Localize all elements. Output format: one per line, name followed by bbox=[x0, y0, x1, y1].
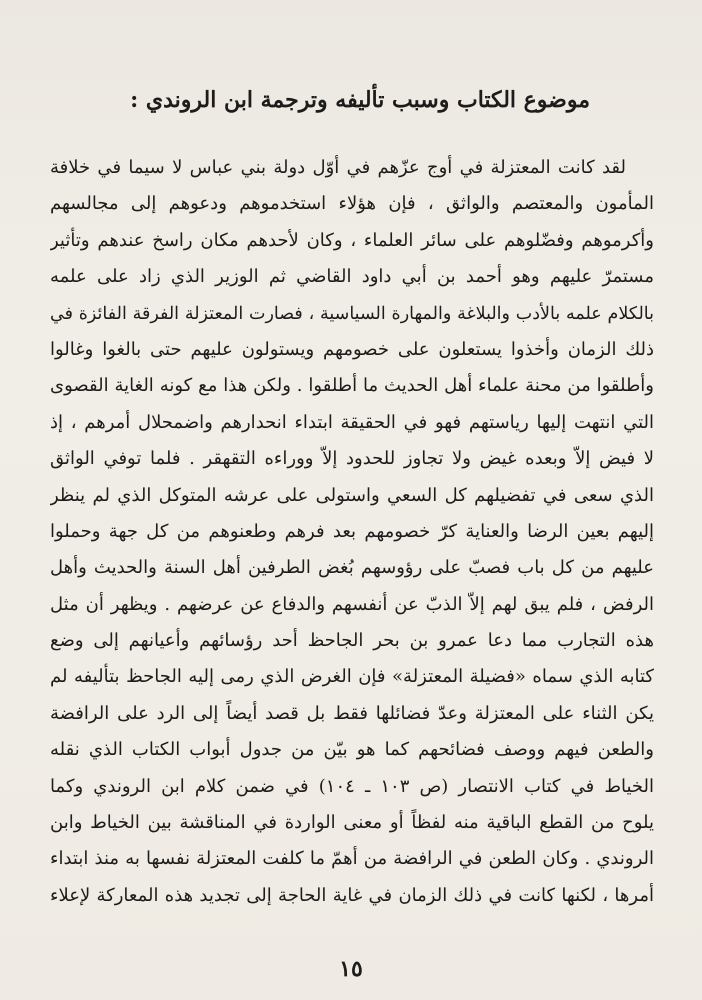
text-line: المأمون والمعتصم والواثق ، فإن هؤلاء استخدموهم ودعوهم إلى مجالسهم bbox=[50, 193, 654, 215]
text-line: لقد كانت المعتزلة في أوج عزّهم في أوّل دولة بني عباس لا سيما في خلافة bbox=[50, 157, 626, 178]
text-line: ذلك الزمان وأخذوا يستعلون على خصومهم ويستولون عليهم حتى بالغوا وغالوا bbox=[50, 338, 654, 360]
text-line: وأكرموهم وفضّلوهم على سائر العلماء ، وكان لأحدهم مكان راسخ عندهم وتأثير bbox=[50, 229, 654, 251]
text-line: كتابه الذي سماه «فضيلة المعتزلة» فإن الغرض الذي رمى إليه الجاحظ بتأليفه لم bbox=[50, 666, 654, 688]
text-line: عليهم من كل باب فصبّ على رؤوسهم بُغض الطرفين أهل السنة والحديث وأهل bbox=[50, 557, 654, 579]
text-line: يكن الثناء على المعتزلة وعدّ فضائلها فقط بل قصد أيضاً إلى الرد على الرافضة bbox=[50, 702, 654, 724]
text-line: لا فيض إلاّ وبعده غيض ولا تجاوز للحدود إلاّ ووراءه التقهقر . فلما توفي الواثق bbox=[50, 448, 654, 470]
text-line: التي انتهت إليها رياستهم فهو في الحقيقة ابتداء انحدارهم واضمحلال أمرهم ، إذ bbox=[50, 411, 654, 433]
text-line: أمرها ، لكنها كانت في ذلك الزمان في غاية الحاجة إلى تجديد هذه المعاركة لإعلاء bbox=[50, 884, 654, 906]
text-line: إليهم بعين الرضا والعناية كرّ خصومهم بعد فرهم وطعنوهم من كل جهة وحملوا bbox=[50, 520, 654, 542]
text-line: هذه التجارب مما دعا عمرو بن بحر الجاحظ أحد رؤسائهم وأعيانهم إلى وضع bbox=[50, 630, 654, 652]
text-line: وأطلقوا من محنة علماء أهل الحديث ما أطلقوا . ولكن هذا مع كونه الغاية القصوى bbox=[50, 375, 654, 397]
page-number: ١٥ bbox=[339, 956, 363, 982]
text-line: يلوح من القطع الباقية منه لفظاً أو معنى الواردة في المناقشة بين الخياط وابن bbox=[50, 812, 654, 834]
text-line: الخياط في كتاب الانتصار (ص ١٠٣ ـ ١٠٤) في ضمن كلام ابن الروندي وكما bbox=[50, 775, 654, 797]
text-line: مستمرّ عليهم وهو أحمد بن أبي داود القاضي ثم الوزير الذي زاد على علمه bbox=[50, 266, 654, 288]
text-line: والطعن فيهم ووصف فضائحهم كما هو بيّن من جدول أبواب الكتاب الذي نقله bbox=[50, 739, 654, 761]
text-line: الرفض ، فلم يبق لهم إلاّ الذبّ عن أنفسهم والدفاع عن عرضهم . ويظهر أن مثل bbox=[50, 593, 654, 615]
bleed-through-text bbox=[40, 8, 672, 52]
text-line: الذي سعى في تفضيلهم كل السعي واستولى على عرشه المتوكل الذي لم ينظر bbox=[50, 484, 654, 506]
text-line: بالكلام علمه بالأدب والبلاغة والمهارة السياسية ، فصارت المعتزلة الفرقة الفائزة في bbox=[50, 303, 654, 324]
text-line: الروندي . وكان الطعن في الرافضة من أهمّ ما كلفت المعتزلة نفسها به منذ ابتداء bbox=[50, 848, 654, 870]
section-title: موضوع الكتاب وسبب تأليفه وترجمة ابن الروندي : bbox=[130, 87, 590, 113]
body-text bbox=[50, 150, 654, 914]
